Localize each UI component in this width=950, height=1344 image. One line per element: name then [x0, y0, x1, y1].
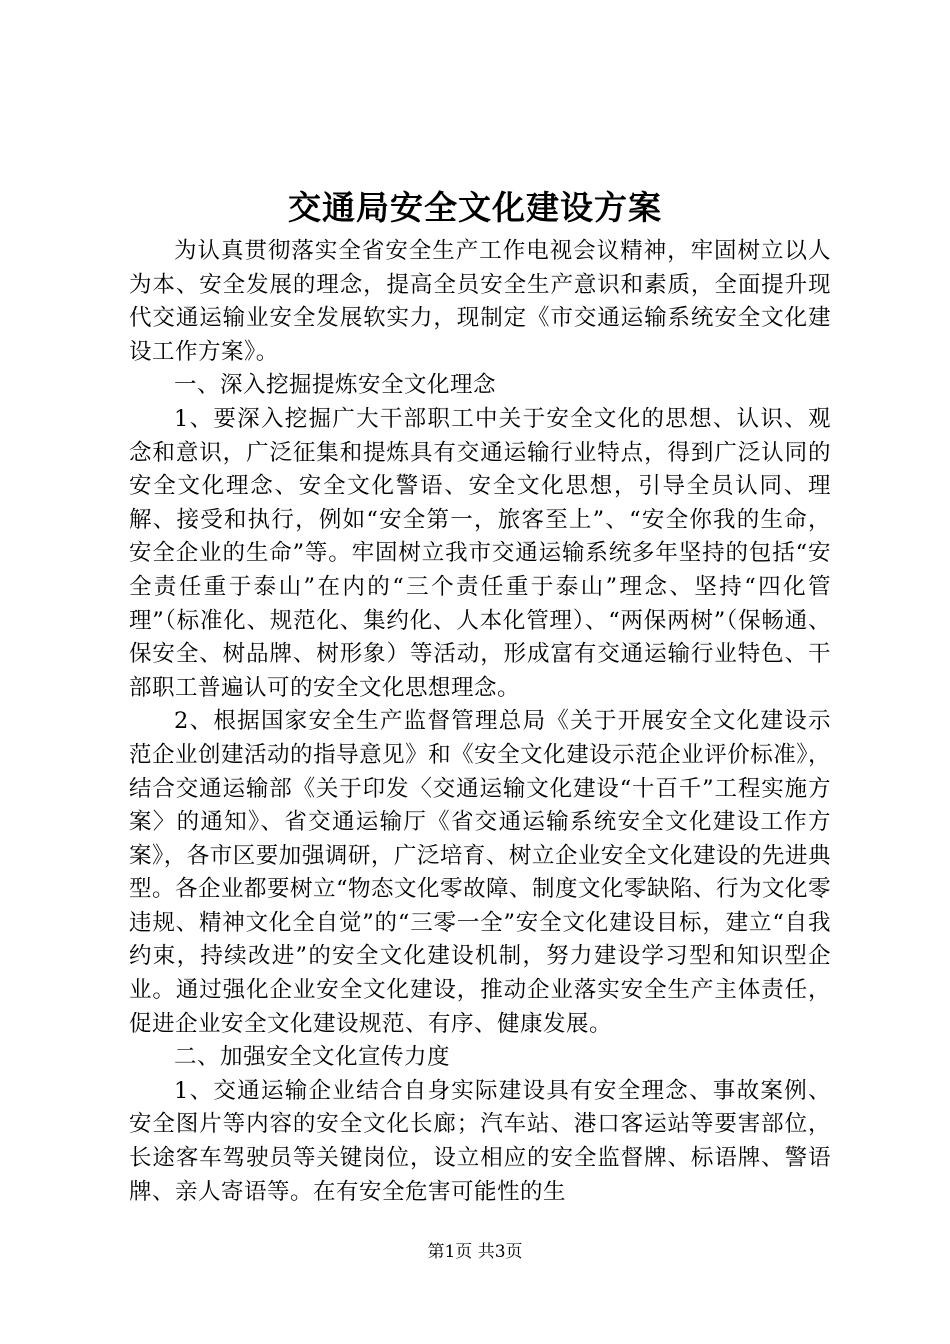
document-title: 交通局安全文化建设方案: [288, 188, 662, 227]
section-heading-2: 二、加强安全文化宣传力度: [174, 1044, 451, 1071]
paragraph-1-1: 1、要深入挖掘广大干部职工中关于安全文化的思想、认识、观念和意识，广泛征集和提炼具有交通运输行业特点，得到广泛认同的安全文化理念、安全文化警语、安全文化思想，引导全员认同、理解、接受和执行，例如“安全第一，旅客至上”、“安全你我的生命，安全企业的生命”等。牢固树立我市交通运输系统多年坚持的包括“安全责任重于泰山”在内的“三个责任重于泰山”理念、坚持“四化管理”（标准化、规范化、集约化、人本化管理）、“两保两树”（保畅通、保安全、树品牌、树形象）等活动，形成富有交通运输行业特色、干部职工普遍认可的安全文化思想理念。: [129, 405, 831, 701]
section-heading-1: 一、深入挖掘提炼安全文化理念: [174, 372, 497, 399]
document-body: [129, 235, 831, 1209]
paragraph-2-1: 1、交通运输企业结合自身实际建设具有安全理念、事故案例、安全图片等内容的安全文化长廊；汽车站、港口客运站等要害部位，长途客车驾驶员等关键岗位，设立相应的安全监督牌、标语牌、警语牌、亲人寄语等。在有安全危害可能性的生: [129, 1077, 831, 1205]
page-footer: 第1页 共3页: [427, 1242, 523, 1262]
paragraph-1-2: 2、根据国家安全生产监督管理总局《关于开展安全文化建设示范企业创建活动的指导意见》和《安全文化建设示范企业评价标准》，结合交通运输部《关于印发〈交通运输文化建设“十百千”工程实施方案〉的通知》、省交通运输厅《省交通运输系统安全文化建设工作方案》，各市区要加强调研，广泛培育、树立企业安全文化建设的先进典型。各企业都要树立“物态文化零故障、制度文化零缺陷、行为文化零违规、精神文化全自觉”的“三零一全”安全文化建设目标，建立“自我约束，持续改进”的安全文化建设机制，努力建设学习型和知识型企业。通过强化企业安全文化建设，推动企业落实安全生产主体责任，促进企业安全文化建设规范、有序、健康发展。: [129, 708, 832, 1037]
paragraph-intro: 为认真贯彻落实全省安全生产工作电视会议精神，牢固树立以人为本、安全发展的理念，提高全员安全生产意识和素质，全面提升现代交通运输业安全发展软实力，现制定《市交通运输系统安全文化建设工作方案》。: [129, 238, 831, 365]
